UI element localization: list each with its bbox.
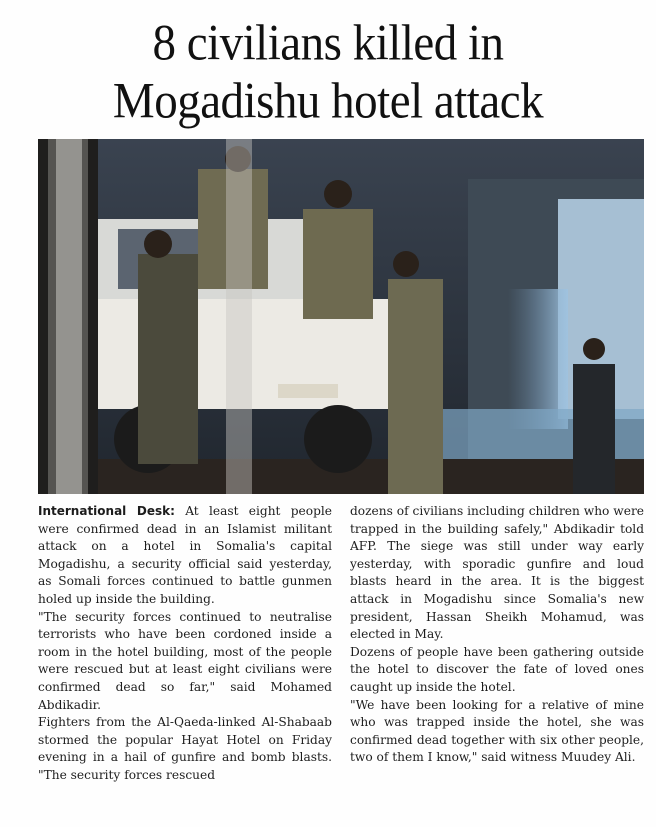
article-column-2 [350, 503, 644, 819]
paragraph [38, 503, 332, 609]
article-body [38, 503, 644, 819]
paragraph: "The security forces continued to neutralise terrorists who have been cordoned inside a room in the hotel building, most of the people were rescued but at least eight civilians were confirmed dead so far," said Mohamed Abdikadir. [38, 609, 332, 712]
headline-line-2: Mogadishu hotel attack [112, 73, 544, 130]
news-photo [38, 139, 644, 494]
paragraph: Dozens of people have been gathering outside the hotel to discover the fate of loved ones caught up inside the hotel. [350, 644, 644, 694]
paragraph: "We have been looking for a relative of mine who was trapped inside the hotel, she was confirmed dead together with six other people, two of them I know," said witness Muudey Ali. [350, 697, 644, 765]
article-column-1 [38, 503, 332, 819]
dateline: International Desk: [38, 504, 175, 518]
paragraph: Fighters from the Al-Qaeda-linked Al-Shabaab stormed the popular Hayat Hotel on Friday evening in a hail of gunfire and bomb blasts. "The security forces rescued [38, 715, 332, 782]
paragraph: dozens of civilians including children who were trapped in the building safely," Abdikadir told AFP. The siege was still under way early yesterday, with sporadic gunfire and loud blasts heard in the area. It is the biggest attack in Mogadishu since Somalia's new president, Hassan Sheikh Mohamud, was elected in May. [350, 504, 644, 642]
paragraph-text: At least eight people were confirmed dead in an Islamist militant attack on a hotel in Somalia's capital Mogadishu, a security official said yesterday, as Somali forces continued to battle gunmen holed up inside the building. [38, 504, 332, 606]
news-photo-illustration [38, 139, 644, 494]
headline [0, 14, 656, 131]
headline-line-1: 8 civilians killed in [152, 15, 504, 72]
